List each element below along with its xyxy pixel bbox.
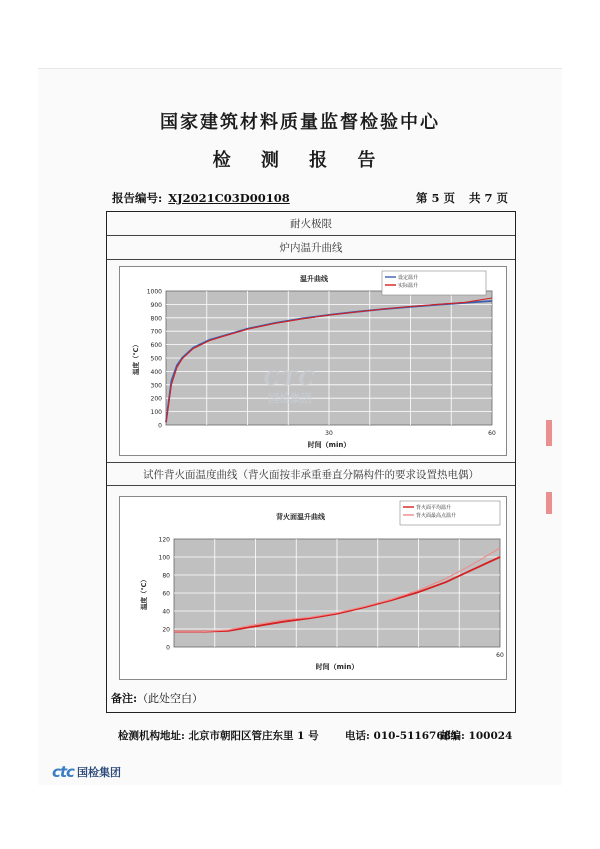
watermark xyxy=(240,366,340,406)
remark-text: （此处空白） xyxy=(137,692,204,705)
back-fire-chart-svg xyxy=(120,497,506,679)
chart-title: 温升曲线 xyxy=(300,275,328,283)
ctc-logo-mark: ctc xyxy=(52,763,74,781)
report-title: 检 测 报 告 xyxy=(212,150,388,171)
legend-label-1: 背火面平均温升 xyxy=(416,505,452,511)
report-number-line xyxy=(112,190,290,206)
report-number-label: 报告编号: xyxy=(112,191,163,205)
report-table xyxy=(106,211,516,713)
back-fire-chart xyxy=(119,496,507,680)
y-tick-label: 120 xyxy=(158,536,170,544)
section-furnace-curve: 炉内温升曲线 xyxy=(107,236,515,260)
x-tick-label: 60 xyxy=(496,652,504,659)
y-tick-label: 100 xyxy=(158,554,170,562)
report-number: XJ2021C03D00108 xyxy=(168,191,290,205)
x-tick-label: 30 xyxy=(325,430,333,437)
legend-label-1: 设定温升 xyxy=(398,275,419,281)
y-tick-label: 80 xyxy=(162,572,170,580)
watermark-mark: CTC xyxy=(263,366,317,390)
section-fire-resistance: 耐火极限 xyxy=(107,212,515,236)
y-tick-label: 800 xyxy=(150,315,162,323)
remark-label: 备注: xyxy=(111,692,138,705)
y-tick-label: 0 xyxy=(158,422,162,430)
footer-postcode: 邮编: 100024 xyxy=(440,730,513,742)
y-tick-label: 20 xyxy=(162,626,170,634)
y-tick-label: 100 xyxy=(150,409,162,417)
legend-label-2: 实际温升 xyxy=(398,283,419,289)
y-tick-label: 300 xyxy=(150,382,162,390)
y-tick-label: 400 xyxy=(150,368,162,376)
footer-phone: 电话: 010-51167681 xyxy=(345,730,459,742)
furnace-chart-svg xyxy=(120,267,506,455)
y-tick-label: 60 xyxy=(162,590,170,598)
watermark-text: 国检集团 xyxy=(268,392,312,405)
y-tick-label: 40 xyxy=(162,608,170,616)
y-tick-label: 0 xyxy=(166,644,170,652)
legend-label-2: 背火面最高点温升 xyxy=(416,513,457,519)
x-axis-label: 时间（min） xyxy=(307,441,351,449)
institution-title: 国家建筑材料质量监督检验中心 xyxy=(160,112,440,133)
y-axis-label: 温度（℃） xyxy=(140,576,148,610)
x-axis-label: 时间（min） xyxy=(315,663,359,671)
y-tick-label: 1000 xyxy=(146,288,162,296)
furnace-chart xyxy=(119,266,507,456)
x-tick-label: 60 xyxy=(488,430,496,437)
y-tick-label: 900 xyxy=(150,301,162,309)
footer-address: 检测机构地址: 北京市朝阳区管庄东里 1 号 xyxy=(118,730,319,742)
page-number: 第 5 页 xyxy=(415,191,455,205)
ctc-logo-name: 国检集团 xyxy=(76,766,121,779)
chart-title: 背火面温升曲线 xyxy=(276,513,325,521)
section-back-fire-curve: 试件背火面温度曲线（背火面按非承重垂直分隔构件的要求设置热电偶） xyxy=(107,462,515,486)
y-axis-label: 温度（℃） xyxy=(132,341,140,375)
y-tick-label: 500 xyxy=(150,355,162,363)
remark xyxy=(111,690,203,706)
seal-stamp-mark xyxy=(546,492,552,514)
ctc-logo xyxy=(52,763,121,781)
y-tick-label: 700 xyxy=(150,328,162,336)
y-tick-label: 600 xyxy=(150,342,162,350)
y-tick-label: 200 xyxy=(150,395,162,403)
seal-stamp-mark xyxy=(546,420,552,446)
page-total: 共 7 页 xyxy=(468,191,508,205)
page-indicator xyxy=(402,190,508,206)
